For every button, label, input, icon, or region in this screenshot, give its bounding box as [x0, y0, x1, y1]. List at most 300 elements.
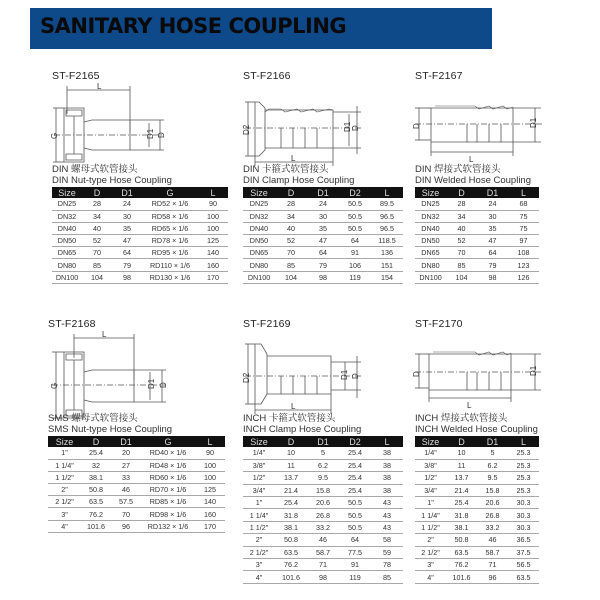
value-cell: 9.5 [307, 472, 339, 484]
dim-label-d: D [412, 371, 421, 377]
column-header: D1 [112, 187, 142, 198]
table-header-row [48, 436, 225, 447]
value-cell: 43 [371, 521, 403, 533]
value-cell: 98 [477, 271, 508, 283]
product-title-cn: DIN 焊接式软管接头 [415, 164, 501, 175]
table-row [415, 210, 539, 222]
table-row [243, 222, 403, 234]
size-cell: DN80 [52, 259, 82, 271]
column-header: D1 [111, 436, 141, 447]
table-row [243, 459, 403, 471]
value-cell: 119 [339, 571, 371, 583]
product-title-en: DIN Nut-type Hose Coupling [52, 175, 172, 186]
value-cell: 76.2 [275, 559, 307, 571]
value-cell: 108 [508, 247, 539, 259]
value-cell: 26.8 [477, 509, 508, 521]
table-row [415, 534, 539, 546]
product-code: ST-F2168 [48, 318, 96, 330]
value-cell: RD48 × 1/6 [141, 459, 195, 471]
table-row [415, 571, 539, 583]
value-cell: 79 [477, 259, 508, 271]
value-cell: 50.8 [446, 534, 477, 546]
value-cell: 24 [477, 198, 508, 210]
value-cell: 56.5 [508, 559, 539, 571]
size-cell: 2" [243, 534, 275, 546]
column-header: Size [243, 187, 275, 198]
dim-label-d1: D1 [529, 117, 538, 128]
value-cell: 64 [339, 534, 371, 546]
value-cell: 63.5 [446, 546, 477, 558]
size-cell: 4" [415, 571, 446, 583]
column-header: Size [415, 187, 446, 198]
value-cell: 30 [112, 210, 142, 222]
product-title-cn: DIN 螺母式软管接头 [52, 164, 138, 175]
spec-table [48, 436, 225, 533]
value-cell: 63.5 [508, 571, 539, 583]
size-cell: 1/4" [243, 447, 275, 459]
size-cell: 2" [48, 484, 81, 496]
table-body [415, 198, 539, 283]
value-cell: 170 [195, 520, 225, 532]
size-cell: DN65 [415, 247, 446, 259]
value-cell: 47 [477, 235, 508, 247]
value-cell: 52 [446, 235, 477, 247]
table-row [415, 198, 539, 210]
column-header: Size [48, 436, 81, 447]
dim-label-d1: D1 [147, 378, 156, 389]
value-cell: RD110 × 1/6 [142, 259, 198, 271]
table-row [415, 459, 539, 471]
value-cell: 5 [307, 447, 339, 459]
table-row [415, 447, 539, 459]
value-cell: 154 [371, 271, 403, 283]
value-cell: 13.7 [446, 472, 477, 484]
value-cell: 90 [195, 447, 225, 459]
value-cell: 101.6 [275, 571, 307, 583]
clamp-coupling-drawing [243, 84, 413, 166]
dim-label-l: L [467, 401, 472, 410]
size-cell: DN25 [52, 198, 82, 210]
size-cell: 1 1/4" [415, 509, 446, 521]
value-cell: 40 [275, 222, 307, 234]
product-title-en: SMS Nut-type Hose Coupling [48, 424, 173, 435]
product-st-f2167 [412, 70, 555, 305]
table-row [415, 259, 539, 271]
table-body [52, 198, 228, 283]
product-code: ST-F2165 [52, 70, 100, 82]
value-cell: 64 [307, 247, 339, 259]
table-row [243, 247, 403, 259]
table-row [48, 496, 225, 508]
size-cell: DN50 [52, 235, 82, 247]
value-cell: 36.5 [508, 534, 539, 546]
value-cell: 96 [111, 520, 141, 532]
size-cell: DN32 [415, 210, 446, 222]
value-cell: 71 [307, 559, 339, 571]
value-cell: 25.4 [81, 447, 111, 459]
size-cell: 1 1/2" [415, 521, 446, 533]
value-cell: 20 [111, 447, 141, 459]
nut-type-coupling-drawing [52, 84, 232, 166]
value-cell: 34 [82, 210, 112, 222]
table-header-row [243, 187, 403, 198]
value-cell: 47 [112, 235, 142, 247]
spec-table [52, 187, 228, 284]
value-cell: 38.1 [446, 521, 477, 533]
value-cell: 25.4 [339, 447, 371, 459]
column-header: D [275, 187, 307, 198]
product-title-cn: DIN 卡箍式软管接头 [243, 164, 329, 175]
value-cell: 101.6 [446, 571, 477, 583]
size-cell: 3/4" [415, 484, 446, 496]
value-cell: 35 [112, 222, 142, 234]
table-row [48, 484, 225, 496]
value-cell: 25.4 [446, 497, 477, 509]
dim-label-d: D [412, 123, 421, 129]
value-cell: 63.5 [275, 546, 307, 558]
table-row [48, 520, 225, 532]
value-cell: 75 [508, 210, 539, 222]
value-cell: 13.7 [275, 472, 307, 484]
value-cell: 38 [371, 472, 403, 484]
column-header: Size [415, 436, 446, 447]
value-cell: 98 [112, 271, 142, 283]
value-cell: 30 [307, 210, 339, 222]
value-cell: 70 [275, 247, 307, 259]
value-cell: 15.8 [477, 484, 508, 496]
table-body [243, 198, 403, 283]
value-cell: 33 [111, 471, 141, 483]
value-cell: 10 [446, 447, 477, 459]
value-cell: 9.5 [477, 472, 508, 484]
value-cell: 123 [508, 259, 539, 271]
value-cell: 76.2 [446, 559, 477, 571]
inch-clamp-coupling-drawing [243, 332, 413, 414]
column-header: D [81, 436, 111, 447]
value-cell: 10 [275, 447, 307, 459]
value-cell: RD132 × 1/6 [141, 520, 195, 532]
table-row [243, 447, 403, 459]
value-cell: 35 [477, 222, 508, 234]
table-row [243, 472, 403, 484]
table-body [48, 447, 225, 532]
table-row [52, 198, 228, 210]
value-cell: 68 [508, 198, 539, 210]
dim-label-d2: D2 [242, 372, 251, 383]
value-cell: RD58 × 1/6 [142, 210, 198, 222]
size-cell: DN80 [415, 259, 446, 271]
product-code: ST-F2166 [243, 70, 291, 82]
value-cell: 25.4 [339, 472, 371, 484]
size-cell: 1/2" [243, 472, 275, 484]
value-cell: 76.2 [81, 508, 111, 520]
value-cell: RD85 × 1/6 [141, 496, 195, 508]
size-cell: 1" [243, 497, 275, 509]
size-cell: 3" [48, 508, 81, 520]
dim-label-l: L [469, 155, 474, 164]
size-cell: 3" [243, 559, 275, 571]
value-cell: 37.5 [508, 546, 539, 558]
size-cell: DN100 [52, 271, 82, 283]
value-cell: 77.5 [339, 546, 371, 558]
dim-label-d1: D1 [340, 369, 349, 380]
value-cell: 21.4 [446, 484, 477, 496]
column-header: L [195, 436, 225, 447]
value-cell: 118.5 [371, 235, 403, 247]
size-cell: 1 1/4" [48, 459, 81, 471]
value-cell: 52 [275, 235, 307, 247]
size-cell: DN40 [415, 222, 446, 234]
dim-label-g: G [50, 382, 59, 389]
product-st-f2166 [243, 70, 413, 305]
column-header: L [508, 436, 539, 447]
value-cell: 79 [307, 259, 339, 271]
size-cell: 2" [415, 534, 446, 546]
table-row [243, 271, 403, 283]
size-cell: DN50 [415, 235, 446, 247]
product-st-f2170 [412, 318, 555, 588]
size-cell: 3" [415, 559, 446, 571]
value-cell: 30.3 [508, 509, 539, 521]
size-cell: 1/4" [415, 447, 446, 459]
dim-label-d: D [351, 373, 360, 379]
dim-label-d: D [157, 132, 166, 138]
table-row [243, 259, 403, 271]
welded-coupling-drawing [412, 84, 555, 166]
value-cell: 38 [371, 484, 403, 496]
value-cell: 89.5 [371, 198, 403, 210]
value-cell: 6.2 [477, 459, 508, 471]
value-cell: 20.6 [307, 497, 339, 509]
table-row [243, 497, 403, 509]
size-cell: 1/2" [415, 472, 446, 484]
size-cell: 1 1/4" [243, 509, 275, 521]
value-cell: 5 [477, 447, 508, 459]
value-cell: 25.3 [508, 472, 539, 484]
value-cell: 140 [195, 496, 225, 508]
inch-welded-coupling-drawing [412, 332, 555, 414]
value-cell: 21.4 [275, 484, 307, 496]
dim-label-l: L [291, 154, 296, 163]
column-header: D1 [307, 187, 339, 198]
spec-table [243, 436, 403, 584]
table-row [415, 235, 539, 247]
value-cell: 63.5 [81, 496, 111, 508]
value-cell: 70 [111, 508, 141, 520]
table-row [243, 571, 403, 583]
spec-table [243, 187, 403, 284]
value-cell: 125 [198, 235, 228, 247]
product-st-f2165 [52, 70, 232, 305]
table-row [243, 509, 403, 521]
value-cell: 79 [112, 259, 142, 271]
table-row [415, 546, 539, 558]
value-cell: 11 [446, 459, 477, 471]
table-row [52, 271, 228, 283]
value-cell: 64 [112, 247, 142, 259]
column-header: D2 [339, 436, 371, 447]
dim-label-l: L [97, 82, 102, 91]
dim-label-d: D [351, 125, 360, 131]
size-cell: DN32 [243, 210, 275, 222]
value-cell: 50.8 [81, 484, 111, 496]
dim-label-d2: D2 [242, 124, 251, 135]
sms-nut-coupling-drawing [48, 332, 233, 414]
size-cell: DN25 [243, 198, 275, 210]
column-header: D [275, 436, 307, 447]
dim-label-g: G [50, 132, 59, 139]
table-row [415, 497, 539, 509]
value-cell: 38 [371, 447, 403, 459]
spec-table [415, 436, 539, 584]
spec-table [415, 187, 539, 284]
value-cell: 25.4 [339, 484, 371, 496]
value-cell: 140 [198, 247, 228, 259]
table-row [415, 559, 539, 571]
value-cell: 25.3 [508, 484, 539, 496]
value-cell: 38.1 [81, 471, 111, 483]
table-body [243, 447, 403, 583]
table-row [415, 222, 539, 234]
size-cell: 1 1/2" [48, 471, 81, 483]
product-title-en: DIN Welded Hose Coupling [415, 175, 531, 186]
value-cell: 34 [275, 210, 307, 222]
value-cell: 64 [477, 247, 508, 259]
product-title-en: DIN Clamp Hose Coupling [243, 175, 355, 186]
size-cell: DN32 [52, 210, 82, 222]
value-cell: 96.5 [371, 210, 403, 222]
column-header: D1 [477, 436, 508, 447]
table-row [415, 271, 539, 283]
product-st-f2168 [48, 318, 233, 543]
table-row [52, 247, 228, 259]
value-cell: 100 [198, 210, 228, 222]
table-row [243, 484, 403, 496]
value-cell: 70 [446, 247, 477, 259]
value-cell: RD98 × 1/6 [141, 508, 195, 520]
value-cell: 47 [307, 235, 339, 247]
product-title-en: INCH Welded Hose Coupling [415, 424, 538, 435]
table-row [415, 521, 539, 533]
table-row [243, 521, 403, 533]
value-cell: 57.5 [111, 496, 141, 508]
table-row [415, 509, 539, 521]
dim-label-d: D [159, 382, 168, 388]
value-cell: RD60 × 1/6 [141, 471, 195, 483]
column-header: D [82, 187, 112, 198]
value-cell: 106 [339, 259, 371, 271]
value-cell: 25.4 [339, 459, 371, 471]
size-cell: 1 1/2" [243, 521, 275, 533]
value-cell: 58 [371, 534, 403, 546]
column-header: D1 [307, 436, 339, 447]
value-cell: 25.4 [275, 497, 307, 509]
table-header-row [415, 436, 539, 447]
value-cell: 24 [307, 198, 339, 210]
value-cell: RD70 × 1/6 [141, 484, 195, 496]
value-cell: 31.8 [446, 509, 477, 521]
value-cell: 35 [307, 222, 339, 234]
value-cell: 136 [371, 247, 403, 259]
size-cell: 2 1/2" [415, 546, 446, 558]
table-body [415, 447, 539, 583]
value-cell: 15.8 [307, 484, 339, 496]
table-row [52, 235, 228, 247]
value-cell: 40 [446, 222, 477, 234]
table-row [243, 198, 403, 210]
product-title-en: INCH Clamp Hose Coupling [243, 424, 362, 435]
value-cell: RD52 × 1/6 [142, 198, 198, 210]
value-cell: 119 [339, 271, 371, 283]
table-row [48, 471, 225, 483]
value-cell: 50.5 [339, 521, 371, 533]
value-cell: 85 [371, 571, 403, 583]
value-cell: 91 [339, 247, 371, 259]
value-cell: 98 [307, 571, 339, 583]
product-title-cn: INCH 卡箍式软管接头 [243, 413, 336, 424]
value-cell: 50.5 [339, 210, 371, 222]
value-cell: 126 [508, 271, 539, 283]
value-cell: 85 [446, 259, 477, 271]
value-cell: 30 [477, 210, 508, 222]
value-cell: RD65 × 1/6 [142, 222, 198, 234]
table-row [243, 546, 403, 558]
column-header: D [446, 187, 477, 198]
value-cell: 50.8 [275, 534, 307, 546]
size-cell: DN65 [52, 247, 82, 259]
value-cell: 40 [82, 222, 112, 234]
table-header-row [415, 187, 539, 198]
value-cell: 70 [82, 247, 112, 259]
value-cell: 58.7 [477, 546, 508, 558]
value-cell: 43 [371, 509, 403, 521]
value-cell: 46 [307, 534, 339, 546]
value-cell: 28 [275, 198, 307, 210]
value-cell: 33.2 [477, 521, 508, 533]
column-header: D [446, 436, 477, 447]
product-code: ST-F2170 [415, 318, 463, 330]
product-code: ST-F2169 [243, 318, 291, 330]
size-cell: 4" [243, 571, 275, 583]
size-cell: 4" [48, 520, 81, 532]
size-cell: 3/4" [243, 484, 275, 496]
value-cell: RD130 × 1/6 [142, 271, 198, 283]
value-cell: 50.5 [339, 497, 371, 509]
value-cell: 50.5 [339, 509, 371, 521]
value-cell: 25.3 [508, 447, 539, 459]
dim-label-l: L [291, 402, 296, 411]
size-cell: DN50 [243, 235, 275, 247]
size-cell: DN40 [243, 222, 275, 234]
value-cell: 104 [82, 271, 112, 283]
value-cell: 96.5 [371, 222, 403, 234]
value-cell: 125 [195, 484, 225, 496]
value-cell: 30.3 [508, 497, 539, 509]
value-cell: 160 [198, 259, 228, 271]
table-row [52, 222, 228, 234]
value-cell: 85 [82, 259, 112, 271]
value-cell: 100 [195, 459, 225, 471]
value-cell: 85 [275, 259, 307, 271]
value-cell: 28 [82, 198, 112, 210]
size-cell: 3/8" [415, 459, 446, 471]
table-row [415, 484, 539, 496]
value-cell: 98 [307, 271, 339, 283]
dim-label-d1: D1 [529, 365, 538, 376]
value-cell: 30.3 [508, 521, 539, 533]
value-cell: RD95 × 1/6 [142, 247, 198, 259]
value-cell: 6.2 [307, 459, 339, 471]
